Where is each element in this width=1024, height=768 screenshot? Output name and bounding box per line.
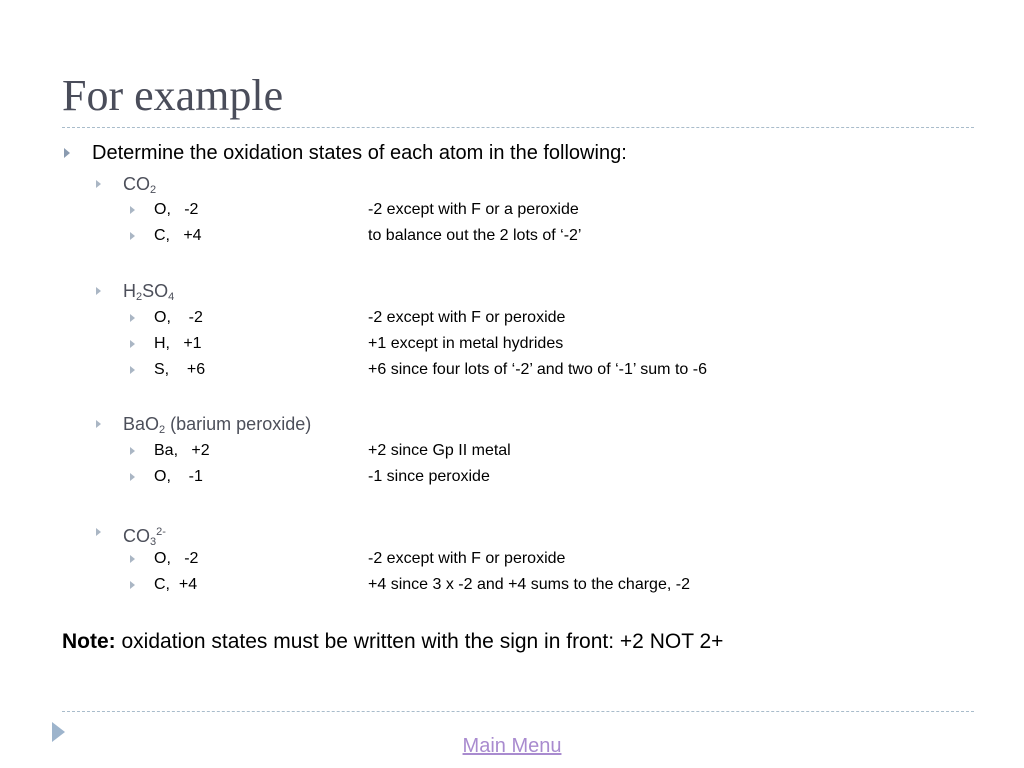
compound-co2: $CO_2$ — [123, 174, 157, 196]
bullet-arrow-icon — [130, 555, 135, 563]
bullet-arrow-icon — [130, 232, 135, 240]
title-divider — [62, 127, 974, 128]
list-item: O, -1 -1 since peroxide — [154, 468, 490, 485]
intro-text: Determine the oxidation states of each atom in the following: — [92, 142, 627, 164]
note — [62, 628, 723, 656]
list-item: C, +4 to balance out the 2 lots of ‘-2’ — [154, 227, 582, 244]
bullet-arrow-icon — [130, 581, 135, 589]
note-text: oxidation states must be written with the sign in front: +2 NOT 2+ — [115, 630, 724, 653]
main-menu-link[interactable]: Main Menu — [462, 735, 562, 757]
compound-carbonate: $CO_3^{2-}$ — [123, 526, 166, 548]
list-item: O, -2 -2 except with F or a peroxide — [154, 201, 579, 218]
list-item: S, +6 +6 since four lots of ‘-2’ and two of ‘-1’ sum to -6 — [154, 361, 707, 378]
bullet-arrow-icon — [130, 206, 135, 214]
bullet-arrow-icon — [64, 148, 70, 158]
list-item: Ba, +2 +2 since Gp II metal — [154, 442, 511, 459]
bullet-arrow-icon — [130, 340, 135, 348]
bullet-arrow-icon — [96, 287, 101, 295]
bullet-arrow-icon — [130, 473, 135, 481]
note-label: Note: — [62, 630, 116, 653]
bullet-arrow-icon — [96, 180, 101, 188]
list-item: O, -2 -2 except with F or peroxide — [154, 309, 566, 326]
list-item: C, +4 +4 since 3 x -2 and +4 sums to the charge, -2 — [154, 576, 690, 593]
bullet-arrow-icon — [96, 420, 101, 428]
list-item: O, -2 -2 except with F or peroxide — [154, 550, 566, 567]
bullet-arrow-icon — [130, 314, 135, 322]
compound-bao2: BaO$_2$ (barium peroxide) — [123, 414, 312, 436]
list-item: H, +1 +1 except in metal hydrides — [154, 335, 564, 352]
slide-title: For example — [62, 71, 284, 120]
compound-h2so4: $H_2SO_4$ — [123, 281, 175, 303]
bullet-arrow-icon — [130, 447, 135, 455]
bullet-arrow-icon — [130, 366, 135, 374]
footer-divider — [62, 711, 974, 712]
bullet-arrow-icon — [96, 528, 101, 536]
